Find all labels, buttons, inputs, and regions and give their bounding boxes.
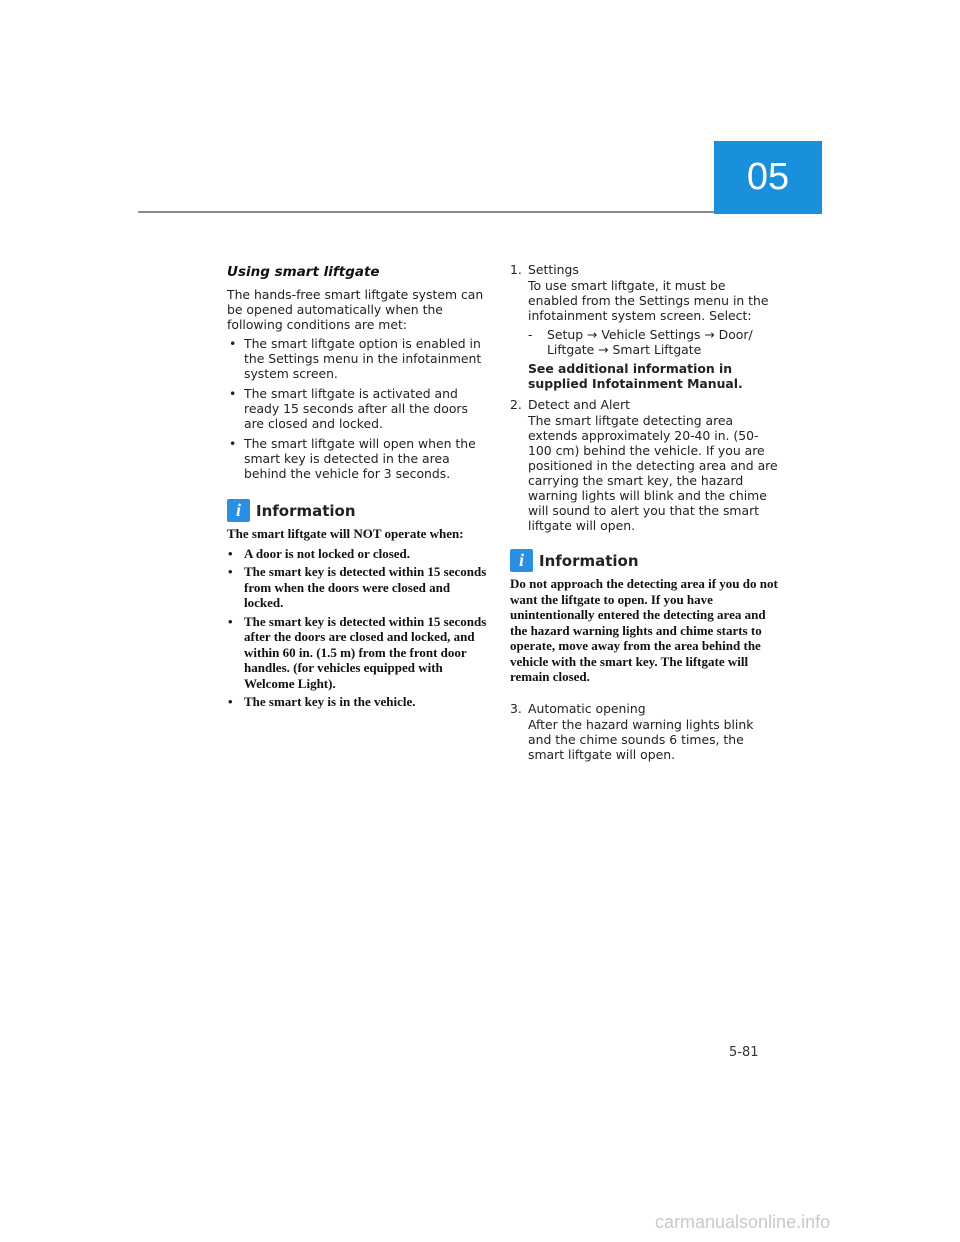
step-note: See additional information in supplied Infotainment Manual.	[528, 361, 743, 391]
step-settings: 1. Settings To use smart liftgate, it must be enabled from the Settings menu in the infotainment system screen. Select: - Setup → Vehicle Settings → Door/ Liftgate → Smart Liftgate See additional information in supplied Infotainment Manual.	[510, 262, 778, 391]
chapter-tab	[714, 141, 822, 214]
list-item: • The smart key is detected within 15 seconds after the doors are closed and locked, and within 60 in. (1.5 m) from the front door handles. (for vehicles equipped with Welcome Light).	[228, 613, 487, 691]
conditions-list	[227, 336, 489, 481]
step-title: Detect and Alert	[528, 397, 630, 412]
menu-path: - Setup → Vehicle Settings → Door/ Liftgate → Smart Liftgate	[528, 327, 753, 357]
step-body: After the hazard warning lights blink and the chime sounds 6 times, the smart liftgate will open.	[528, 716, 754, 762]
header-rule	[138, 211, 714, 213]
watermark: carmanualsonline.info	[655, 1212, 831, 1232]
bullet-icon: •	[228, 613, 233, 629]
page-number: 5-81	[729, 1045, 759, 1060]
right-column	[510, 262, 778, 768]
bullet-icon: •	[229, 336, 237, 351]
list-item: • The smart liftgate will open when the smart key is detected in the area behind the vehicle for 3 seconds.	[229, 436, 476, 481]
step-title: Settings	[528, 262, 579, 277]
info-icon: i	[227, 499, 250, 522]
info-title: Information	[256, 501, 356, 520]
info-box-left	[227, 499, 489, 710]
intro-paragraph: The hands-free smart liftgate system can be opened automatically when the following conditions are met:	[227, 287, 484, 332]
left-column	[227, 262, 489, 713]
chapter-number: 05	[746, 156, 790, 198]
bullet-icon: •	[228, 564, 233, 579]
bullet-icon: •	[228, 545, 233, 561]
info-lead: The smart liftgate will NOT operate when:	[227, 526, 464, 541]
list-item: • A door is not locked or closed.	[228, 545, 411, 561]
bullet-icon: •	[229, 386, 237, 401]
list-item: • The smart liftgate option is enabled in the Settings menu in the infotainment system screen.	[229, 336, 482, 381]
info-box-right	[510, 549, 778, 685]
bullet-icon: •	[228, 694, 233, 709]
step-detect: 2. Detect and Alert The smart liftgate detecting area extends approximately 20-40 in. (50-100 cm) behind the vehicle. If you are positioned in the detecting area and are carrying the smart key, the hazard warning lights will blink and the chime will sound to alert you that the smart liftgate will open.	[510, 397, 778, 533]
info-icon: i	[510, 549, 533, 572]
list-item: • The smart liftgate is activated and ready 15 seconds after all the doors are closed and locked.	[229, 386, 468, 431]
step-automatic: 3. Automatic opening After the hazard warning lights blink and the chime sounds 6 times, the smart liftgate will open.	[510, 701, 778, 762]
step-body: The smart liftgate detecting area extends approximately 20-40 in. (50-100 cm) behind the vehicle. If you are positioned in the detecting area and are carrying the smart key, the hazard warning lights will blink and the chime will sound to alert you that the smart liftgate will open.	[528, 413, 778, 533]
list-item: • The smart key is in the vehicle.	[228, 694, 416, 709]
bullet-icon: •	[229, 436, 237, 451]
section-title: Using smart liftgate	[227, 264, 380, 280]
info-text: Do not approach the detecting area if you do not want the liftgate to open. If you have unintentionally entered the detecting area and the hazard warning lights and chime starts to operate, move away from the area behind the vehicle with the smart key. The liftgate will remain closed.	[510, 576, 778, 684]
info-list	[227, 546, 489, 710]
step-body: To use smart liftgate, it must be enabled from the Settings menu in the infotainment system screen. Select:	[528, 278, 769, 323]
step-title: Automatic opening	[528, 700, 646, 716]
list-item: • The smart key is detected within 15 seconds from when the doors were closed and locked.	[228, 564, 487, 610]
info-title: Information	[539, 551, 639, 570]
